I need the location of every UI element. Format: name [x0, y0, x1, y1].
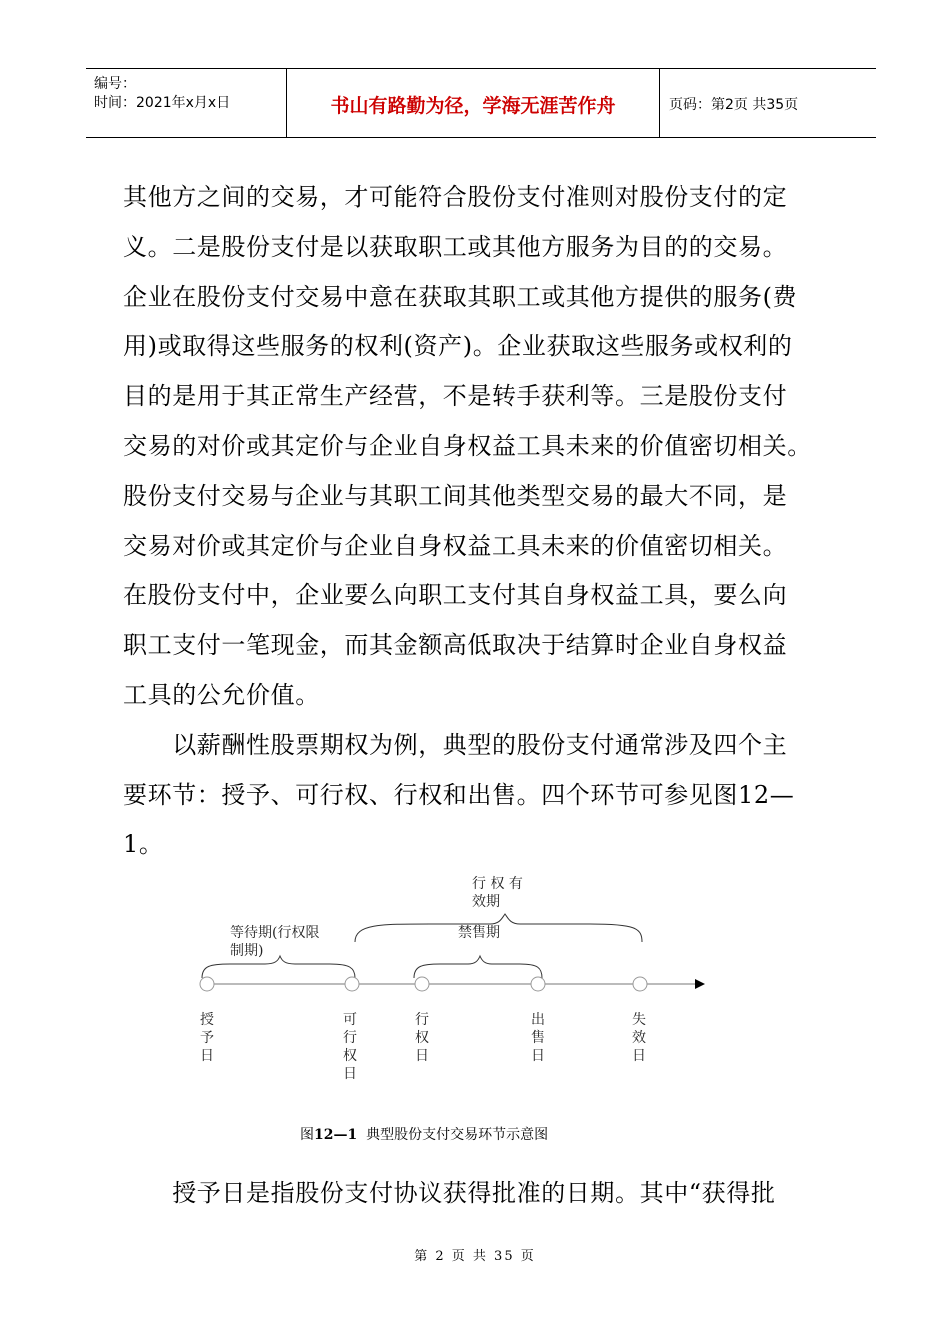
timeline-diagram — [190, 866, 720, 1086]
expiry-date-label: 失效日 — [632, 1012, 646, 1064]
paragraph-line: 交易的对价或其定价与企业自身权益工具未来的价值密切相关。 — [123, 432, 812, 460]
header-number: 编号： — [94, 76, 136, 92]
header-meta — [86, 69, 286, 137]
exercise-date-label: 行权日 — [415, 1012, 429, 1064]
header-motto-cell — [286, 69, 660, 137]
paragraph-line: 要环节：授予、可行权、行权和出售。四个环节可参见图12— — [123, 781, 795, 809]
lockup-period-brace — [414, 956, 542, 978]
paragraph-line: 授予日是指股份支付协议获得批准的日期。其中“获得批 — [123, 1179, 776, 1207]
paragraph-line: 1。 — [123, 830, 164, 858]
sale-date-label: 出售日 — [531, 1012, 545, 1064]
paragraph-line: 职工支付一笔现金，而其金额高低取决于结算时企业自身权益 — [123, 631, 788, 659]
timeline-arrow-icon — [695, 979, 705, 989]
header-motto: 书山有路勤为径，学海无涯苦作舟 — [330, 95, 616, 117]
paragraph-line: 用)或取得这些服务的权利(资产)。企业获取这些服务或权利的 — [123, 332, 793, 360]
page-footer: 第 2 页 共 35 页 — [414, 1249, 536, 1264]
lockup-period-label: 禁售期 — [458, 925, 500, 941]
exercise-period-label-1: 行 权 有 — [472, 876, 523, 892]
header-time: 时间：2021年x月x日 — [94, 95, 231, 111]
timeline-point-exercise — [415, 977, 429, 991]
timeline-point-sale — [531, 977, 545, 991]
paragraph-line: 股份支付交易与企业与其职工间其他类型交易的最大不同，是 — [123, 482, 788, 510]
paragraph-line: 工具的公允价值。 — [123, 681, 320, 709]
exercise-period-label-2: 效期 — [472, 894, 500, 910]
timeline-point-expiry — [633, 977, 647, 991]
paragraph-line: 其他方之间的交易，才可能符合股份支付准则对股份支付的定 — [123, 183, 788, 211]
timeline-point-vesting — [345, 977, 359, 991]
paragraph-line: 企业在股份支付交易中意在获取其职工或其他方提供的服务(费 — [123, 283, 798, 311]
paragraph-line: 以薪酬性股票期权为例，典型的股份支付通常涉及四个主 — [123, 731, 788, 759]
caption-number: 12—1 — [314, 1127, 358, 1143]
paragraph-line: 交易对价或其定价与企业自身权益工具未来的价值密切相关。 — [123, 532, 788, 560]
paragraph-line: 义。二是股份支付是以获取职工或其他方服务为目的的交易。 — [123, 233, 788, 261]
paragraph-line: 目的是用于其正常生产经营，不是转手获利等。三是股份支付 — [123, 382, 788, 410]
waiting-period-label-2: 制期) — [230, 943, 264, 959]
caption-prefix: 图 — [300, 1127, 314, 1143]
timeline-point-grant — [200, 977, 214, 991]
grant-date-label: 授予日 — [200, 1012, 214, 1064]
vesting-date-label: 可行权日 — [343, 1012, 357, 1082]
waiting-period-label-1: 等待期(行权限 — [230, 925, 320, 941]
caption-text: 典型股份支付交易环节示意图 — [366, 1127, 549, 1143]
paragraph-line: 在股份支付中，企业要么向职工支付其自身权益工具，要么向 — [123, 581, 788, 609]
header-page-cell — [659, 69, 876, 137]
waiting-period-brace — [202, 956, 355, 978]
page-header — [86, 68, 876, 138]
header-page-number: 页码：第2页 共35页 — [669, 97, 799, 113]
figure-caption — [300, 1124, 548, 1144]
